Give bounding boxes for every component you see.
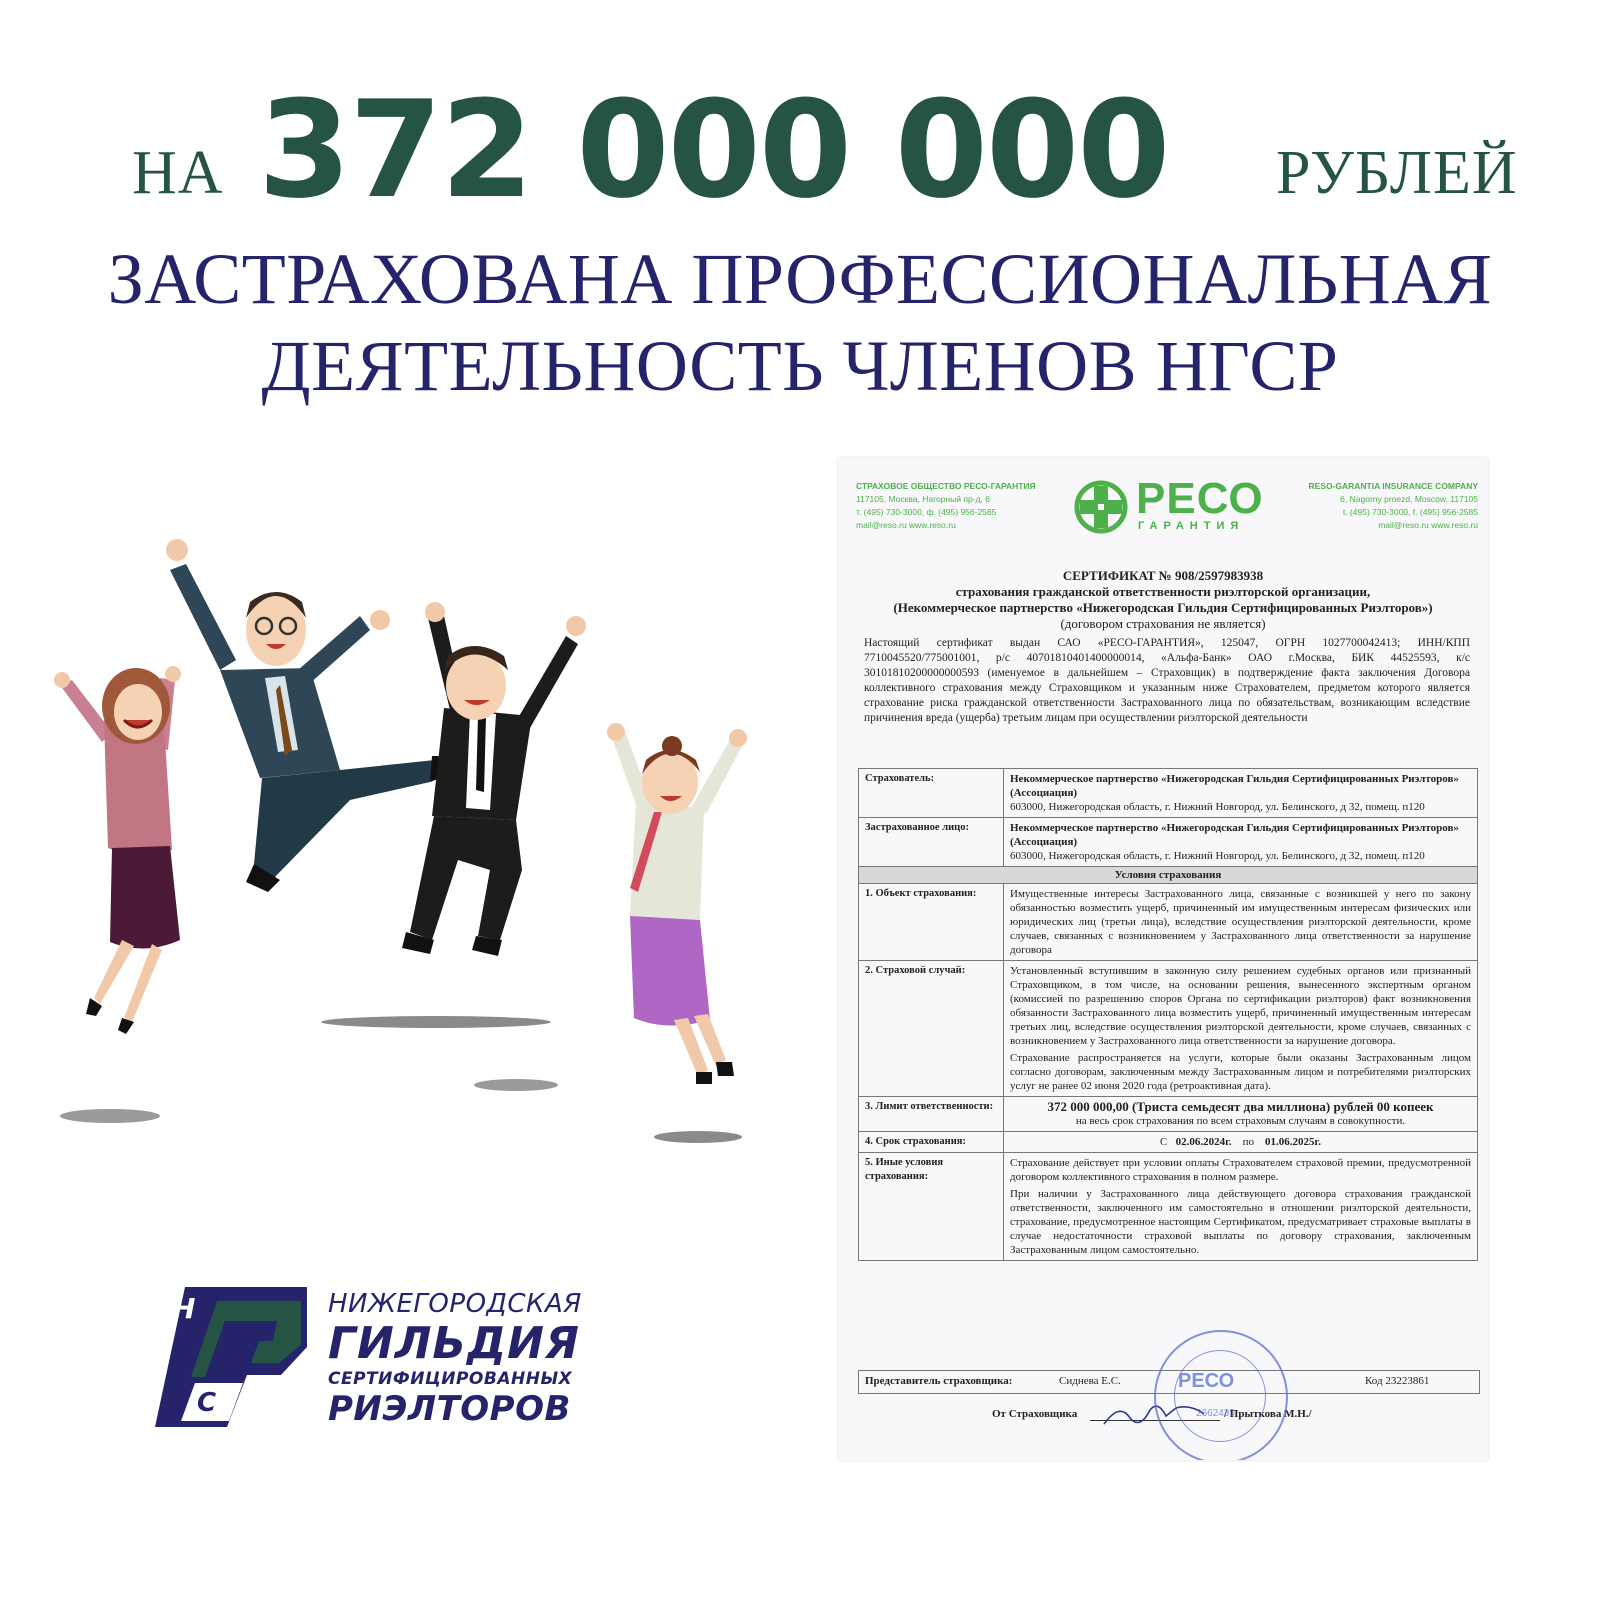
limit-cell [1004, 1097, 1478, 1132]
headline-amount: 372 000 000 [258, 72, 1169, 228]
rep-label: Представитель страховщика: [865, 1375, 1013, 1387]
stamp-text: РЕСО [1178, 1370, 1235, 1392]
other-value: Страхование действует при условии оплаты Страхователем страховой премии, предусмотренной договором коллективного страхования в полном размере. [1010, 1157, 1471, 1183]
table-row [859, 884, 1478, 961]
insured-label: Застрахованное лицо: [859, 818, 1004, 867]
reso-logo [1074, 474, 1274, 534]
certificate-header-right [1308, 480, 1478, 532]
case-cell [1004, 961, 1478, 1097]
reso-logo-name: РЕСО [1136, 474, 1264, 523]
insurer-value: Некоммерческое партнерство «Нижегородская Гильдия Сертифицированных Риэлторов» (Ассоциация) [1010, 773, 1459, 799]
reso-logo-sub: ГАРАНТИЯ [1138, 520, 1245, 532]
term-to: 01.06.2025г. [1264, 1136, 1321, 1148]
sign-name: / Прыткова М.Н./ [1224, 1408, 1312, 1420]
certificate-title-2: страхования гражданской ответственности риэлторской организации, [955, 584, 1371, 599]
table-row [859, 1153, 1478, 1261]
term-label: 4. Срок страхования: [859, 1132, 1004, 1153]
certificate-title: СЕРТИФИКАТ № 908/2597983938 [1062, 568, 1264, 583]
company-stamp [1154, 1330, 1288, 1460]
limit-value: 372 000 000,00 (Триста семьдесят два миллиона) рублей 00 копеек [1047, 1099, 1434, 1114]
table-row [859, 867, 1478, 884]
header-right-line: t. (495) 730-3000, f. (495) 956-2585 [1342, 507, 1478, 517]
headline-suffix: РУБЛЕЙ [1276, 139, 1518, 207]
logo-line-2: ГИЛЬДИЯ [328, 1318, 580, 1369]
woman-right-figure [607, 723, 747, 1084]
limit-label: 3. Лимит ответственности: [859, 1097, 1004, 1132]
table-row [859, 1132, 1478, 1153]
logo-line-4: РИЭЛТОРОВ [328, 1389, 571, 1429]
headline-prefix: НА [132, 139, 224, 207]
insured-address: 603000, Нижегородская область, г. Нижний Новгород, ул. Белинского, д 32, помещ. п120 [1010, 850, 1425, 862]
other-cell [1004, 1153, 1478, 1261]
certificate-title-3: (Некоммерческое партнерство «Нижегородская Гильдия Сертифицированных Риэлторов») [893, 600, 1433, 615]
term-from: 02.06.2024г. [1175, 1136, 1232, 1148]
term-cell [1004, 1132, 1478, 1153]
other-value-2: При наличии у Застрахованного лица действующего договора страхования гражданской ответственности, заключенного им самостоятельно в отношении риэлторской деятельности, страхование, предусмотренное настоящим Сертификатом, предусматривает страховые выплаты в случае недостаточности страховой выплаты по договору страхования, заключенным Застрахованным лицом самостоятельно. [1010, 1188, 1471, 1256]
logo-line-1: НИЖЕГОРОДСКАЯ [328, 1289, 582, 1319]
insured-value: Некоммерческое партнерство «Нижегородская Гильдия Сертифицированных Риэлторов» (Ассоциация) [1010, 822, 1459, 848]
certificate-table [858, 768, 1478, 1261]
sign-label: От Страховщика [992, 1408, 1078, 1420]
object-label: 1. Объект страхования: [859, 884, 1004, 961]
insurance-certificate [838, 458, 1488, 1460]
reso-cross-icon [1074, 480, 1128, 534]
insurer-label: Страхователь: [859, 769, 1004, 818]
jumping-people-illustration [40, 520, 780, 1160]
table-row [859, 818, 1478, 867]
header-right-line: 6, Nagorny proezd, Moscow, 117105 [1340, 494, 1478, 504]
header-left-line: 117105, Москва, Нагорный пр-д, 6 [856, 494, 990, 504]
headline [0, 70, 1600, 230]
insured-cell [1004, 818, 1478, 867]
term-from-word: С [1159, 1136, 1168, 1148]
ngsr-logo-text [328, 1288, 582, 1428]
case-value: Установленный вступившим в законную силу решением судебных органов или признанный Страховщиком, в том числе, на основании решения, вынесенного экспертным органом (комиссией по разрешению споров Органа по сертификации риэлторов) факт возникновения обязанности Застрахованного лица возместить ущерб, причиненный имущественным интересам третьих лиц, вследствие осуществления риэлторской деятельности, кроме случаев, связанных с возникновением у Застрахованного лица ответственности за нарушение договора. [1010, 965, 1471, 1047]
man-glasses-figure [166, 539, 458, 892]
case-label: 2. Страховой случай: [859, 961, 1004, 1097]
rep-code: Код 23223861 [1365, 1375, 1430, 1387]
shadow [474, 1079, 558, 1091]
ngsr-mark-c: С [197, 1388, 217, 1418]
other-label: 5. Иные условия страхования: [859, 1153, 1004, 1261]
headline-line3: ДЕЯТЕЛЬНОСТЬ ЧЛЕНОВ НГСР [261, 326, 1339, 406]
shadow [654, 1131, 742, 1143]
limit-sub: на весь срок страхования по всем страховым случаям в совокупности. [1075, 1115, 1406, 1127]
rep-name: Сиднева Е.С. [1059, 1375, 1121, 1387]
shadow [60, 1109, 160, 1123]
header-left-line: СТРАХОВОЕ ОБЩЕСТВО РЕСО-ГАРАНТИЯ [856, 481, 1036, 491]
insurer-address: 603000, Нижегородская область, г. Нижний Новгород, ул. Белинского, д 32, помещ. п120 [1010, 801, 1425, 813]
header-right-line: mail@reso.ru www.reso.ru [1378, 520, 1478, 530]
header-left-line: т. (495) 730-3000, ф. (495) 956-2585 [856, 507, 997, 517]
case-value-2: Страхование распространяется на услуги, которые были оказаны Застрахованным лицом согласно договорам, заключенным между Застрахованным лицом и потребителями риэлторских услуг не ранее 02 июня 2020 года (ретроактивная дата). [1010, 1052, 1471, 1092]
insurer-cell [1004, 769, 1478, 818]
certificate-intro: Настоящий сертификат выдан САО «РЕСО-ГАРАНТИЯ», 125047, ОГРН 1027700042413; ИНН/КПП 7710045520/775001001, р/с 40701810401400000014, «Альфа-Банк» ОАО г.Москва, БИК 44525593, к/с 30101810200000000593 (именуемое в дальнейшем – Страховщик) в подтверждение факта заключения Договора коллективного страхования между Страховщиком и указанным ниже Страхователем, предметом которого является страхование риска гражданской ответственности Застрахованного лица по обязательствам, возникающим вследствие причинения вреда (ущерба) третьим лицам при осуществлении риэлторской деятельности [864, 637, 1470, 724]
certificate-header-left [856, 480, 1036, 532]
logo-line-3: СЕРТИФИЦИРОВАННЫХ [328, 1369, 573, 1389]
header-right-line: RESO-GARANTIA INSURANCE COMPANY [1308, 481, 1478, 491]
woman-left-figure [54, 666, 181, 1034]
table-row [859, 961, 1478, 1097]
table-row [859, 1097, 1478, 1132]
certificate-title-4: (договором страхования не является) [1060, 616, 1266, 631]
ngsr-mark-h: Н [172, 1292, 196, 1325]
object-value: Имущественные интересы Застрахованного лица, связанные с возникшей у него по закону обязанностью возместить ущерб, причиненный им имущественным интересам физических или юридических лиц (третьи лица), вследствие осуществления риэлторской деятельности, кроме случаев, связанных с возникновением у Застрахованного лица ответственности за нарушение договора [1004, 884, 1478, 961]
conditions-band: Условия страхования [859, 867, 1478, 884]
term-to-word: по [1242, 1136, 1254, 1148]
headline-line2: ЗАСТРАХОВАНА ПРОФЕССИОНАЛЬНАЯ [107, 239, 1493, 319]
stamp-number: 2662435 [1196, 1408, 1235, 1419]
shadow [321, 1016, 551, 1028]
table-row [859, 769, 1478, 818]
header-left-line: mail@reso.ru www.reso.ru [856, 520, 956, 530]
